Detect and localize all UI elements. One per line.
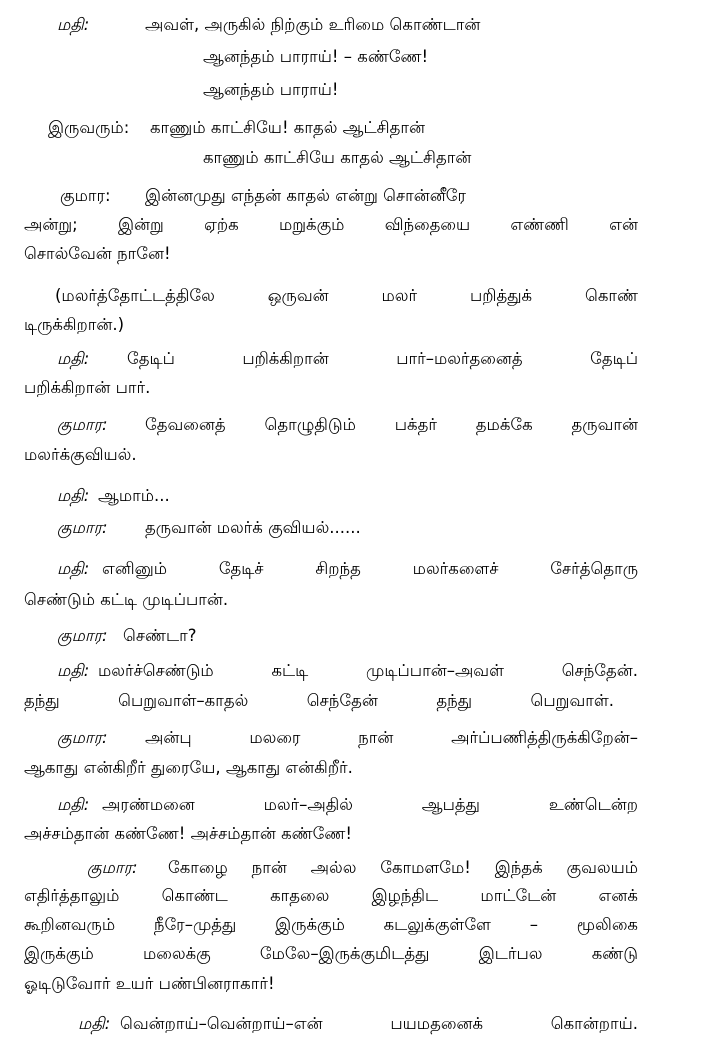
stage-direction: [55, 284, 638, 308]
dialogue-continuation: [24, 689, 614, 713]
dialogue-line: தருவான் மலர்க் குவியல்......: [145, 518, 361, 537]
dialogue-line: தேவனைத் தொழுதிடும் பக்தர் தமக்கே தருவான்: [145, 415, 638, 434]
speaker-label: குமார:: [57, 626, 108, 645]
speaker-label: குமார:: [60, 186, 111, 205]
dialogue-line: எனினும் தேடிச் சிறந்த மலர்களைச் சேர்த்தொரு: [102, 559, 638, 578]
dialogue-line: வென்றாய்–வென்றாய்–என் பயமதனைக் கொன்றாய்.: [120, 1014, 638, 1033]
verse-line: ஆனந்தம் பாராய்! – கண்ணே!: [203, 47, 429, 66]
speaker-label: மதி:: [57, 486, 90, 505]
dialogue-continuation: [24, 884, 638, 908]
dialogue-continuation: [24, 942, 638, 966]
dialogue-block: [102, 557, 638, 581]
dialogue-line: ஓடிடுவோர் உயர் பண்பினராகார்!: [24, 974, 275, 993]
speaker-label: மதி:: [57, 661, 90, 680]
dialogue-line: சொல்வேன் நானே!: [24, 244, 171, 263]
dialogue-line: செண்டா?: [123, 626, 197, 645]
dialogue-block: [127, 347, 638, 371]
stage-direction-line: டிருக்கிறான்.): [24, 315, 125, 334]
speaker-label: குமார:: [57, 518, 108, 537]
dialogue-line: மலர்க்குவியல்.: [24, 445, 137, 464]
dialogue-line: இருக்கும் மலைக்கு மேலே–இருக்குமிடத்து இடர்பல கண்டு: [24, 944, 638, 963]
dialogue-line: ஆமாம்...: [98, 486, 170, 505]
dialogue-block: [102, 793, 638, 817]
verse-line: காணும் காட்சியே! காதல் ஆட்சிதான்: [150, 118, 425, 137]
dialogue-block: [145, 413, 638, 437]
speaker-label: குமார:: [57, 728, 108, 747]
dialogue-block: [168, 856, 638, 880]
dialogue-continuation: [24, 213, 638, 237]
speaker-label: குமார:: [57, 415, 108, 434]
speaker-label: மதி:: [57, 15, 90, 34]
dialogue-line: அச்சம்தான் கண்ணே! அச்சம்தான் கண்ணே!: [24, 824, 352, 843]
dialogue-line: இன்னமுது எந்தன் காதல் என்று சொன்னீரே: [145, 186, 466, 205]
dialogue-line: கோழை நான் அல்ல கோமளமே! இந்தக் குவலயம்: [168, 858, 638, 877]
dialogue-line: அன்பு மலரை நான் அர்ப்பணித்திருக்கிறேன்–: [145, 728, 638, 747]
dialogue-line: அன்று; இன்று ஏற்க மறுக்கும் விந்தையை எண்ணி என்: [24, 215, 638, 234]
dialogue-line: அரண்மனை மலர்–அதில் ஆபத்து உண்டென்ற: [102, 795, 638, 814]
dialogue-line: ஆகாது என்கிறீர் துரையே, ஆகாது என்கிறீர்.: [24, 758, 353, 777]
speaker-label: மதி:: [57, 795, 90, 814]
speaker-label: குமார:: [87, 858, 138, 877]
dialogue-line: செண்டும் கட்டி முடிப்பான்.: [24, 590, 229, 609]
dialogue-line: தந்து பெறுவாள்–காதல் செந்தேன் தந்து பெறுவாள்.: [24, 691, 614, 710]
dialogue-line: பறிக்கிறான் பார்.: [24, 378, 151, 397]
dialogue-line: மலர்ச்செண்டும் கட்டி முடிப்பான்–அவள் செந்தேன்.: [98, 661, 638, 680]
dialogue-line: தேடிப் பறிக்கிறான் பார்–மலர்தனைத் தேடிப்: [127, 349, 638, 368]
verse-line: ஆனந்தம் பாராய்!: [203, 80, 339, 99]
dialogue-continuation: [24, 913, 638, 937]
speaker-label: மதி:: [78, 1014, 111, 1033]
dialogue-line: எதிர்த்தாலும் கொண்ட காதலை இழந்திட மாட்டேன் எனக்: [24, 886, 638, 905]
stage-direction-line: (மலர்த்தோட்டத்திலே ஒருவன் மலர் பறித்துக் கொண்: [55, 286, 638, 305]
speaker-label: இருவரும்:: [48, 118, 130, 137]
verse-line: அவள், அருகில் நிற்கும் உரிமை கொண்டான்: [145, 15, 481, 34]
dialogue-block: [120, 1012, 638, 1036]
dialogue-block: [145, 726, 638, 750]
speaker-label: மதி:: [57, 349, 90, 368]
dialogue-line: கூறினவரும் நீரே–முத்து இருக்கும் கடலுக்குள்ளே – மூலிகை: [24, 915, 638, 934]
speaker-label: மதி:: [57, 559, 90, 578]
dialogue-block: [98, 659, 638, 683]
verse-line: காணும் காட்சியே காதல் ஆட்சிதான்: [203, 148, 472, 167]
